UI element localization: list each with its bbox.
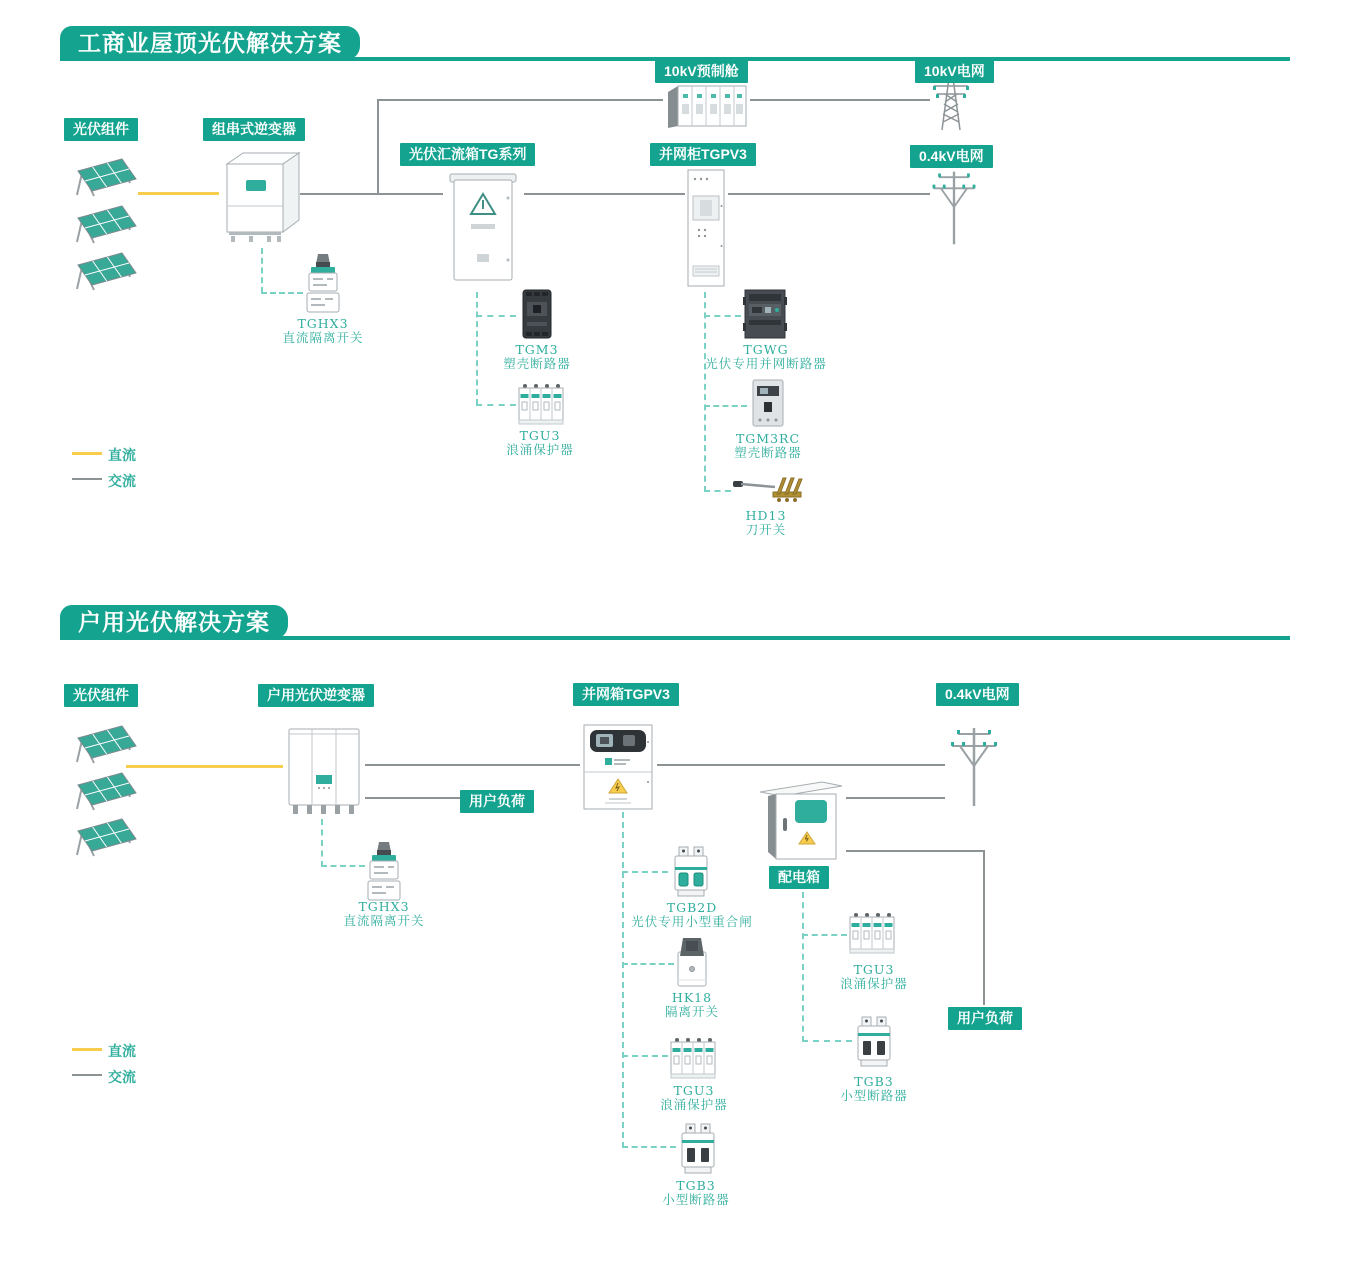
utility-pole-icon [948, 722, 1000, 815]
legend-dc-swatch-2 [72, 1048, 102, 1051]
ac-line-inverter-userload [365, 797, 460, 799]
dashed-gridbox-hk18 [622, 963, 674, 965]
dashed-gridbox-tgb3 [622, 1146, 676, 1148]
hd13-knife-switch-icon [731, 474, 803, 509]
pv-panel-icon [70, 722, 138, 771]
badge-prefab-cabin: 10kV预制舱 [655, 60, 748, 83]
dashed-cabinet-tgm3rc [704, 405, 747, 407]
legend-ac-label-2: 交流 [108, 1069, 136, 1085]
ac-line-combiner-cabinet [524, 193, 685, 195]
home-inverter-icon [283, 725, 365, 824]
pv-panel-icon [70, 249, 138, 298]
ac-line-to-prefab [377, 99, 663, 101]
utility-pole-icon [928, 166, 980, 253]
tgb2d-recloser-icon [668, 845, 714, 903]
badge-user-load-left: 用户负荷 [460, 790, 534, 813]
tghx3-switch-icon [364, 840, 404, 907]
tgwg-breaker-icon [741, 287, 789, 346]
legend-dc-label-2: 直流 [108, 1043, 136, 1059]
legend-dc-swatch-1 [72, 452, 102, 455]
string-inverter-icon [219, 150, 301, 251]
label-tgm3: TGM3 塑壳断路器 [503, 342, 571, 371]
prefab-cabin-icon [662, 84, 750, 135]
badge-user-load-right: 用户负荷 [948, 1007, 1022, 1030]
badge-grid-04kv-2: 0.4kV电网 [936, 683, 1019, 706]
label-tghx3-1: TGHX3 直流隔离开关 [282, 316, 364, 345]
label-hd13: HD13 刀开关 [745, 508, 787, 537]
dc-line-1 [138, 192, 219, 195]
hk18-isolator-icon [674, 936, 710, 995]
badge-dist-box: 配电箱 [769, 866, 829, 889]
ac-line-inverter-gridbox [365, 764, 580, 766]
badge-pv-modules-2: 光伏组件 [64, 684, 138, 707]
badge-grid-04kv-1: 0.4kV电网 [910, 145, 993, 168]
grid-cabinet-icon [684, 166, 728, 295]
ac-riser-10kv [377, 99, 379, 195]
badge-grid-cabinet: 并网柜TGPV3 [650, 143, 756, 166]
label-tghx3-2: TGHX3 直流隔离开关 [343, 899, 425, 928]
dist-box-icon [758, 779, 844, 870]
label-tgwg: TGWG 光伏专用并网断路器 [705, 342, 827, 371]
badge-home-inverter: 户用光伏逆变器 [258, 684, 374, 707]
dashed-gridbox-tgu3 [622, 1055, 668, 1057]
badge-grid-10kv: 10kV电网 [915, 60, 994, 83]
dashed-homeinverter-tghx3 [321, 865, 365, 867]
tgu3-spd-icon [668, 1036, 718, 1085]
dashed-cabinet-drop [704, 292, 706, 492]
legend-ac-swatch-1 [72, 478, 102, 480]
ac-line-distbox-pole [846, 797, 945, 799]
tgb3-mcb-icon [852, 1015, 896, 1074]
legend-ac-swatch-2 [72, 1074, 102, 1076]
badge-combiner-box: 光伏汇流箱TG系列 [400, 143, 535, 166]
label-tgu3-mid: TGU3 浪涌保护器 [660, 1083, 728, 1112]
label-tgb3-mid: TGB3 小型断路器 [662, 1178, 730, 1207]
dashed-cabinet-tgwg [704, 315, 741, 317]
legend-ac-label-1: 交流 [108, 473, 136, 489]
tgm3rc-breaker-icon [747, 378, 789, 433]
label-tgu3-1: TGU3 浪涌保护器 [506, 428, 574, 457]
dashed-inverter-drop [261, 248, 263, 293]
dc-line-2 [126, 765, 283, 768]
label-tgu3-right: TGU3 浪涌保护器 [840, 962, 908, 991]
label-tgb3-right: TGB3 小型断路器 [840, 1074, 908, 1103]
dashed-distbox-tgb3 [802, 1040, 852, 1042]
section1-banner: 工商业屋顶光伏解决方案 [60, 26, 360, 60]
combiner-box-icon [442, 168, 524, 295]
pv-panel-icon [70, 769, 138, 818]
ac-line-inverter-combiner [300, 193, 443, 195]
pv-panel-icon [70, 202, 138, 251]
section2-banner: 户用光伏解决方案 [60, 605, 288, 639]
dashed-gridbox-tgb2d [622, 871, 668, 873]
dashed-cabinet-hd13 [704, 490, 731, 492]
pv-panel-icon [70, 155, 138, 204]
tgm3-breaker-icon [516, 288, 558, 345]
label-tgb2d: TGB2D 光伏专用小型重合闸 [631, 900, 753, 929]
badge-string-inverter: 组串式逆变器 [203, 118, 305, 141]
pv-panel-icon [70, 815, 138, 864]
tgb3-mcb-icon [676, 1122, 720, 1181]
ac-line-distbox-corner [846, 850, 985, 852]
dashed-combiner-tgu3 [476, 404, 516, 406]
tgu3-spd-icon [847, 911, 897, 960]
ac-line-prefab-tower [750, 99, 930, 101]
badge-pv-modules-1: 光伏组件 [64, 118, 138, 141]
tgu3-spd-icon [516, 382, 566, 431]
ac-line-cabinet-pole [728, 193, 930, 195]
badge-grid-box: 并网箱TGPV3 [573, 683, 679, 706]
tghx3-switch-icon [303, 252, 343, 319]
ac-line-gridbox-pole [657, 764, 945, 766]
legend-dc-label-1: 直流 [108, 447, 136, 463]
label-hk18: HK18 隔离开关 [664, 990, 719, 1019]
dashed-distbox-tgu3 [802, 934, 847, 936]
ac-line-corner-userload [983, 850, 985, 1005]
dashed-combiner-tgm3 [476, 315, 516, 317]
dashed-homeinverter-drop [321, 819, 323, 867]
grid-box-icon [579, 722, 657, 817]
label-tgm3rc: TGM3RC 塑壳断路器 [734, 431, 802, 460]
dashed-inverter-tghx3 [261, 292, 303, 294]
